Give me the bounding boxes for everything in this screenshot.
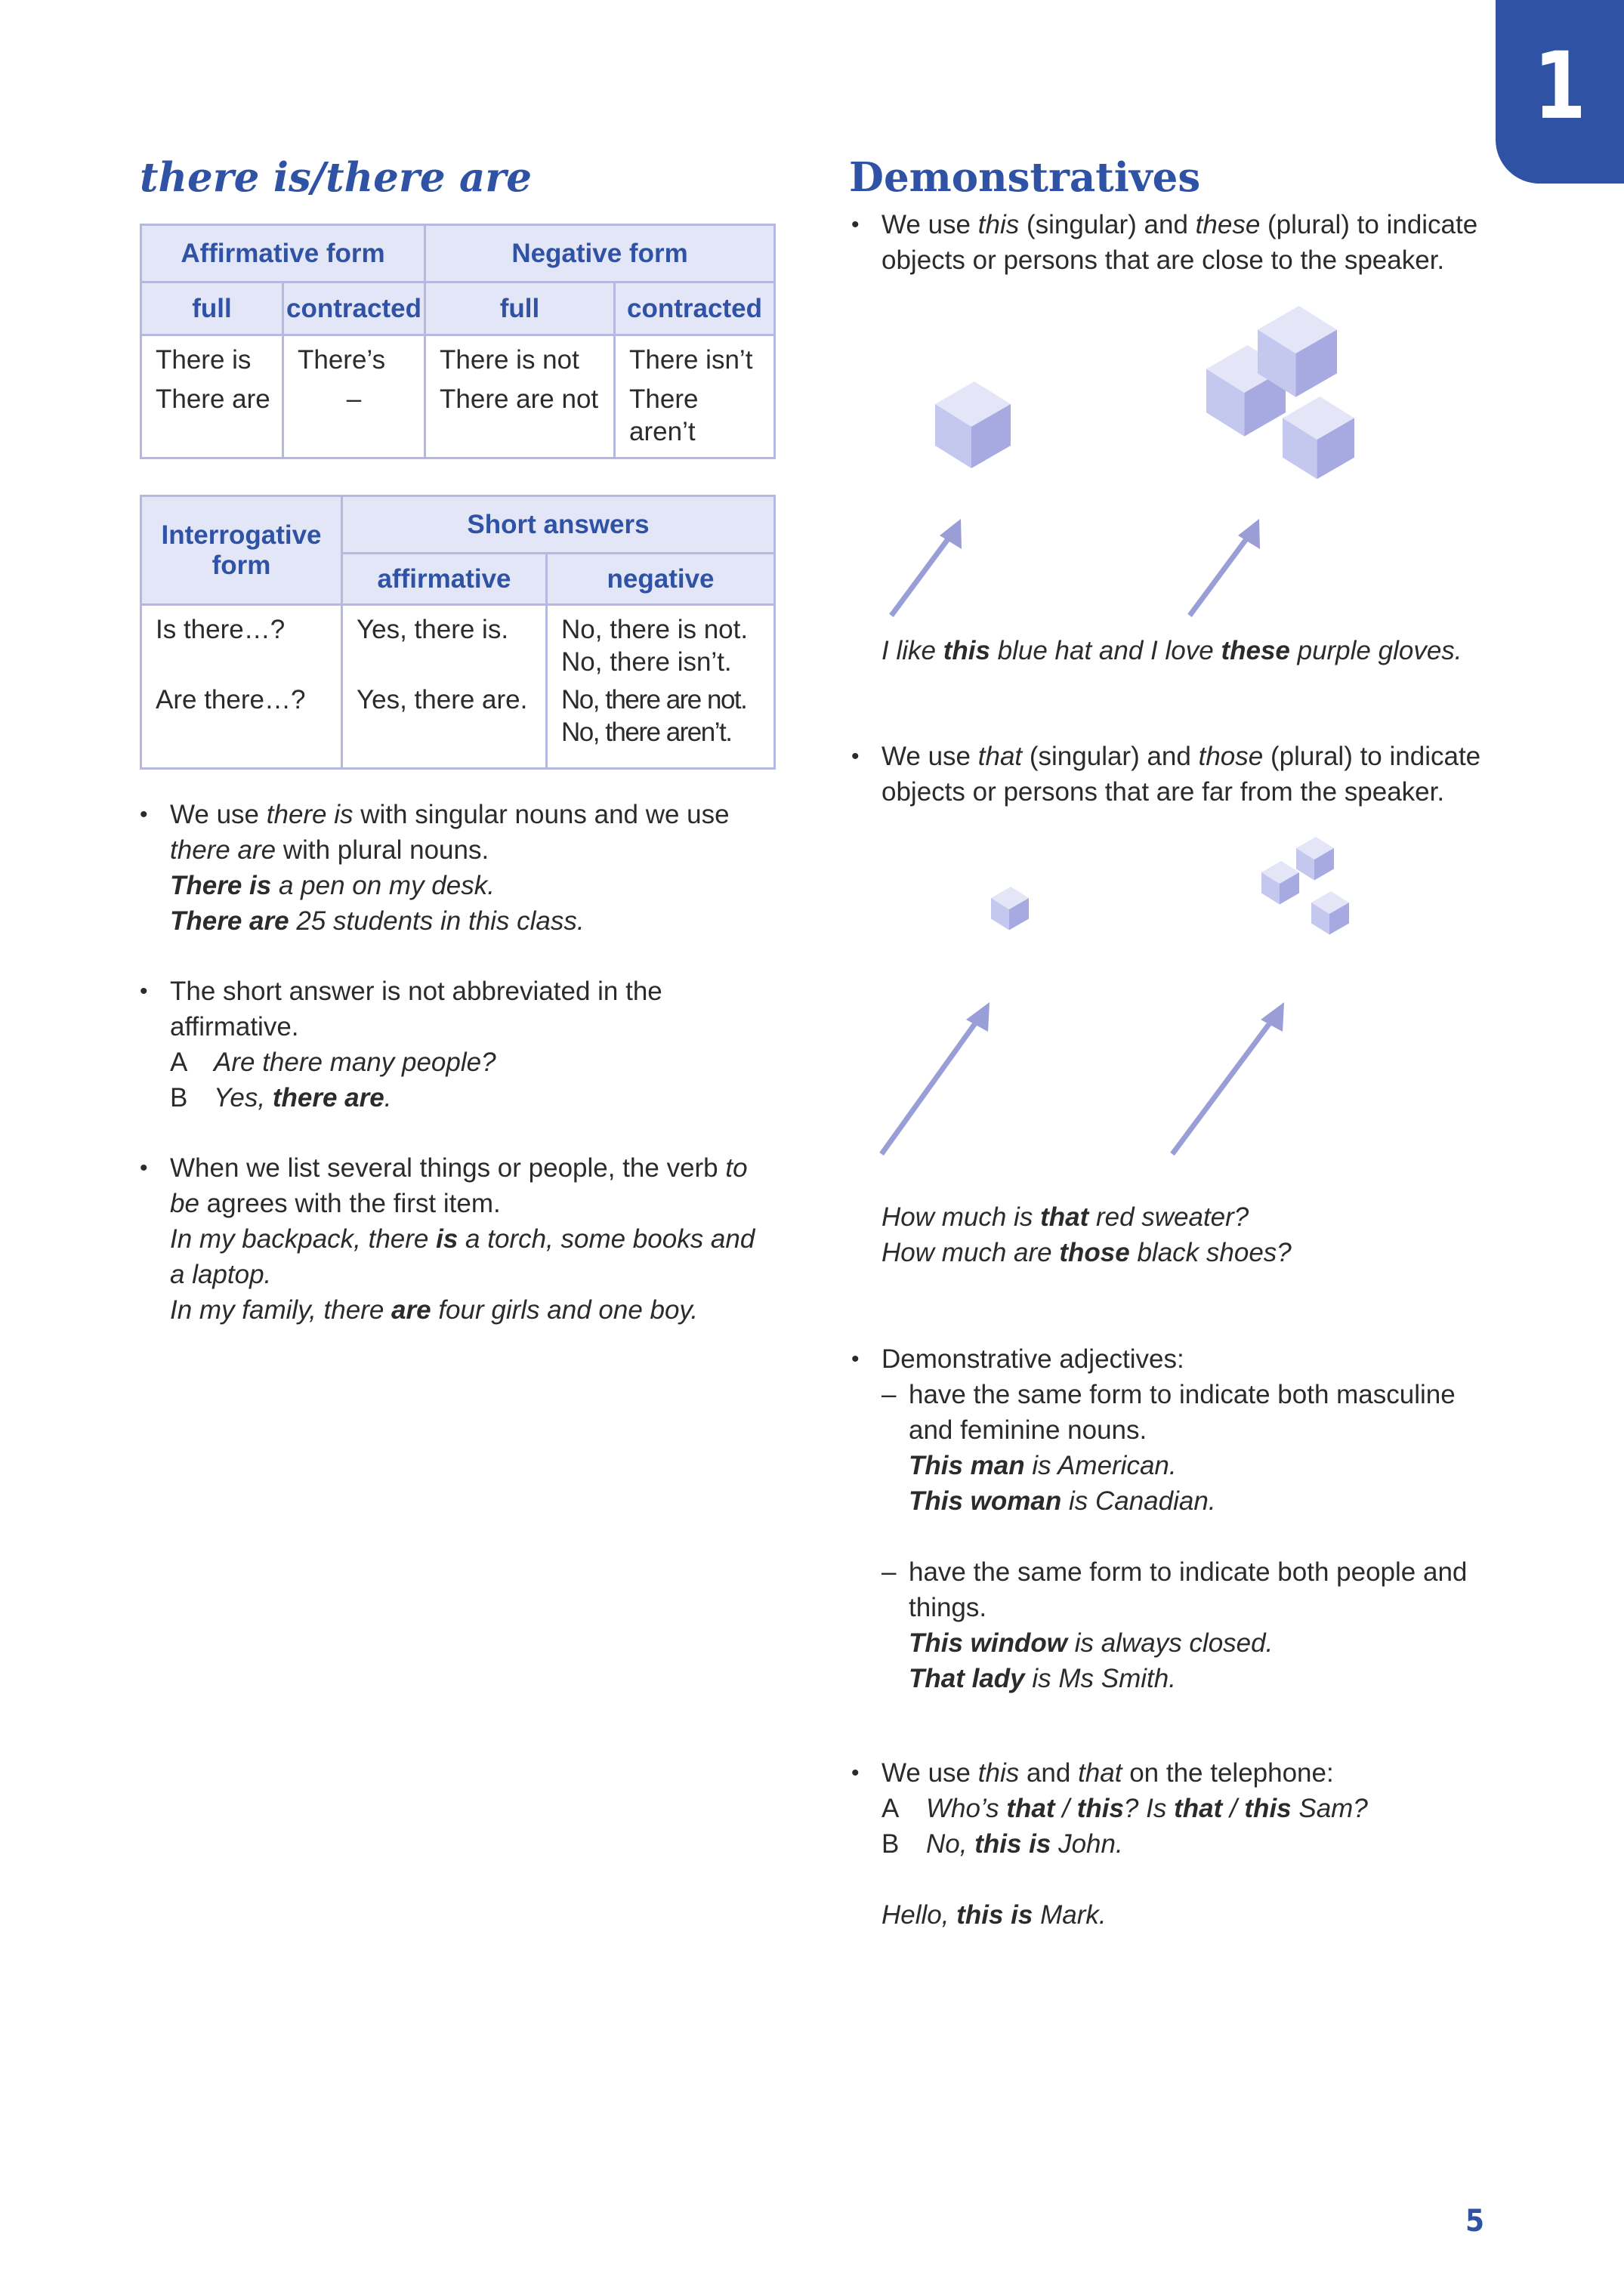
dialogue-line-b: B No, this is John. [881,1829,1123,1859]
dialogue-line-a: A Are there many people? [170,1048,496,1077]
page-number: 5 [1465,2204,1485,2239]
table-cell: Are there…? [141,679,342,769]
table-there-is-forms [140,224,776,459]
table-cell: There are [141,378,283,458]
section-title-demonstratives: Demonstratives [849,154,1201,201]
example-sentence: There is a pen on my desk. [170,871,495,900]
table-cell [547,679,775,769]
example-sentence: This man is American. [909,1451,1177,1480]
bullet-list-agreement: • When we list several things or people, the verb to be agrees with the first item. In my backpack, there is a torch, some books and a laptop. In my family, there are four girls and one boy. [140,1150,755,1328]
cube-icon [1283,397,1354,479]
subheader: affirmative [342,554,547,605]
example-sentence: How much is that red sweater? [881,1202,1249,1232]
section-title-there-is: there is/there are [140,154,532,201]
subheader: full [141,282,283,335]
answer-line: No, there aren’t. [561,717,732,747]
answer-line: No, there are not. [561,684,747,714]
answer-line: No, there is not. [561,615,749,644]
cube-icon [1296,837,1334,881]
arrow-icon [891,519,962,616]
bullet-there-is-usage: • We use there is with singular nouns and we use there are with plural nouns. There is a pen on my desk. There are 25 students in this class. [140,797,730,939]
example-sentence: There are 25 students in this class. [170,906,585,936]
example-sentence: How much are those black shoes? [881,1238,1292,1267]
example-sentence: In my family, there are four girls and one boy. [170,1295,699,1325]
table-cell: There aren’t [615,378,775,458]
example-sentence: This woman is Canadian. [909,1486,1216,1516]
arrow-icon [1172,1002,1284,1154]
table-row [141,679,775,769]
arrow-icon [881,1002,990,1154]
bullet-short-answer: • The short answer is not abbreviated in the affirmative. A Are there many people? B Yes, there are. [140,974,662,1116]
far-objects-illustration [876,831,1420,1163]
example-sentence: That lady is Ms Smith. [909,1664,1176,1693]
arrow-icon [1190,519,1260,616]
table-cell: – [283,378,425,458]
chapter-tab [1496,0,1624,184]
near-objects-illustration [876,298,1420,631]
example-sentence: I like this blue hat and I love these purple gloves. [881,636,1462,665]
table-cell: Is there…? [141,605,342,679]
table-cell: There are not [425,378,615,458]
table-interrogative-short-answers [140,495,776,770]
example-sentence: Hello, this is Mark. [881,1900,1107,1930]
bullet-this-these: • We use this (singular) and these (plural) to indicate objects or persons that are close to the speaker. [851,210,1478,275]
dialogue-line-a: A Who’s that / this? Is that / this Sam? [881,1794,1368,1823]
example-sentences-far [881,1199,1292,1270]
header-interrogative-form: Interrogative form [141,496,342,605]
table-cell: Yes, there are. [342,679,547,769]
dialogue-line-b: B Yes, there are. [170,1083,392,1113]
table-cell [547,605,775,679]
cube-icon [1261,861,1299,905]
table-cell: There is [141,335,283,378]
table-cell: There’s [283,335,425,378]
subheader: contracted [283,282,425,335]
table-cell: There is not [425,335,615,378]
cube-icon [1311,891,1349,935]
table-cell: Yes, there is. [342,605,547,679]
chapter-number: 1 [1533,32,1586,140]
example-sentence: In my backpack, there is a torch, some books and [170,1224,755,1254]
header-affirmative-form: Affirmative form [141,225,425,282]
subheader: full [425,282,615,335]
bullet-that-those: • We use that (singular) and those (plural) to indicate objects or persons that are far from the speaker. [851,742,1481,807]
subheader: negative [547,554,775,605]
bullet-demonstrative-adjectives: • Demonstrative adjectives: – have the same form to indicate both masculine and feminine nouns. This man is American. This woman is Canadian. – have the same form to indicate both people and things. This window is always closed. That lady is Ms Smith. [849,1341,1467,1696]
example-sentence: This window is always closed. [909,1628,1274,1658]
table-row [141,378,775,458]
cube-icon [991,887,1029,930]
bullet-telephone: • We use this and that on the telephone: A Who’s that / this? Is that / this Sam? B No, this is John. Hello, this is Mark. [849,1755,1368,1933]
header-short-answers: Short answers [342,496,775,554]
cube-icon [935,381,1011,468]
table-cell: There isn’t [615,335,775,378]
table-row [141,335,775,378]
header-negative-form: Negative form [425,225,775,282]
table-row [141,605,775,679]
subheader: contracted [615,282,775,335]
answer-line: No, there isn’t. [561,647,732,677]
